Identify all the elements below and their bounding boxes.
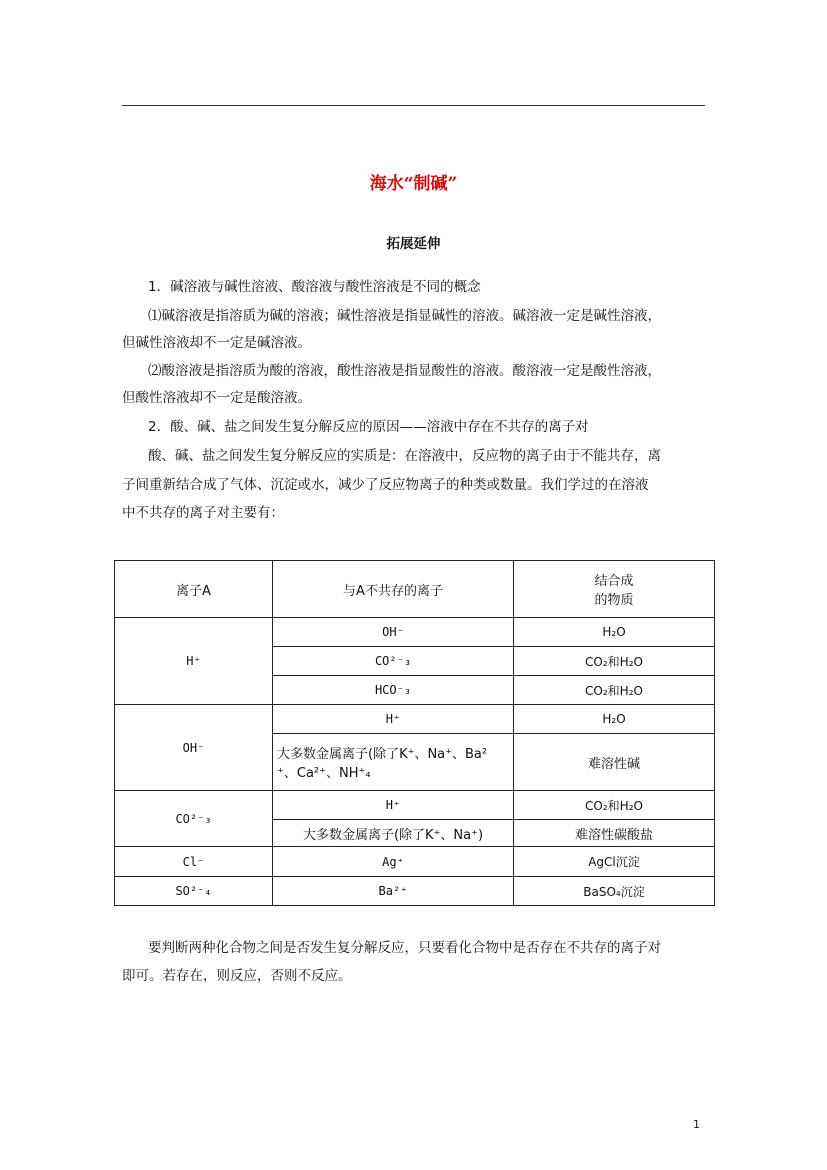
partner-cell: Ba²⁺	[273, 877, 514, 906]
section1-heading: 1．碱溶液与碱性溶液、酸溶液与酸性溶液是不同的概念	[148, 279, 481, 295]
product-cell: CO₂和H₂O	[514, 647, 715, 676]
partner-cell: HCO⁻₃	[273, 676, 514, 705]
table-row	[115, 618, 715, 647]
section-subtitle: 拓展延伸	[386, 236, 441, 252]
section1-para2-line1: ⑵酸溶液是指溶质为酸的溶液，酸性溶液是指显酸性的溶液。酸溶液一定是酸性溶液，	[148, 363, 661, 379]
table-row	[115, 847, 715, 877]
partner-line1: 大多数金属离子(除了K⁺、Na⁺、Ba²	[277, 747, 488, 762]
partner-cell: 大多数金属离子(除了K⁺、Na⁺)	[273, 820, 514, 847]
ion-cell-so4: SO²⁻₄	[115, 877, 273, 906]
section1-para2-line2: 但酸性溶液却不一定是酸溶液。	[122, 390, 311, 406]
product-cell: 难溶性碳酸盐	[514, 820, 715, 847]
partner-cell: CO²⁻₃	[273, 647, 514, 676]
page-title: 海水“制碱”	[369, 174, 458, 194]
header-product-line1: 结合成	[594, 574, 634, 589]
ion-cell-cl: Cl⁻	[115, 847, 273, 877]
table-row	[115, 705, 715, 734]
product-cell: H₂O	[514, 618, 715, 647]
ion-cell-oh: OH⁻	[115, 705, 273, 791]
partner-cell: OH⁻	[273, 618, 514, 647]
product-cell: AgCl沉淀	[514, 847, 715, 877]
closing-line2: 即可。若存在，则反应，否则不反应。	[122, 968, 352, 984]
section1-para1-line2: 但碱性溶液却不一定是碱溶液。	[122, 335, 311, 351]
table-row	[115, 791, 715, 820]
header-ion-a: 离子A	[115, 561, 273, 618]
header-partner-ion: 与A不共存的离子	[273, 561, 514, 618]
product-cell: 难溶性碱	[514, 734, 715, 791]
product-cell: BaSO₄沉淀	[514, 877, 715, 906]
partner-cell	[273, 734, 514, 791]
section2-para1-line3: 中不共存的离子对主要有：	[122, 505, 284, 521]
header-product-line2: 的物质	[594, 593, 634, 608]
partner-cell: H⁺	[273, 705, 514, 734]
closing-line1: 要判断两种化合物之间是否发生复分解反应，只要看化合物中是否存在不共存的离子对	[148, 940, 661, 956]
header-rule	[122, 105, 705, 106]
product-cell: CO₂和H₂O	[514, 676, 715, 705]
ion-cell-h: H⁺	[115, 618, 273, 705]
product-cell: H₂O	[514, 705, 715, 734]
section1-para1-line1: ⑴碱溶液是指溶质为碱的溶液；碱性溶液是指显碱性的溶液。碱溶液一定是碱性溶液，	[148, 308, 661, 324]
page-number: 1	[693, 1118, 700, 1131]
table-header-row	[115, 561, 715, 618]
ion-pairs-table	[114, 560, 715, 906]
section2-para1-line2: 子间重新结合成了气体、沉淀或水，减少了反应物离子的种类或数量。我们学过的在溶液	[122, 477, 649, 493]
header-product	[514, 561, 715, 618]
section2-para1-line1: 酸、碱、盐之间发生复分解反应的实质是：在溶液中，反应物的离子由于不能共存，离	[148, 448, 661, 464]
section2-heading: 2．酸、碱、盐之间发生复分解反应的原因——溶液中存在不共存的离子对	[148, 419, 589, 435]
partner-cell: H⁺	[273, 791, 514, 820]
ion-cell-co3: CO²⁻₃	[115, 791, 273, 847]
partner-cell: Ag⁺	[273, 847, 514, 877]
product-cell: CO₂和H₂O	[514, 791, 715, 820]
table-row	[115, 877, 715, 906]
partner-line2: ⁺、Ca²⁺、NH⁺₄	[277, 766, 371, 781]
